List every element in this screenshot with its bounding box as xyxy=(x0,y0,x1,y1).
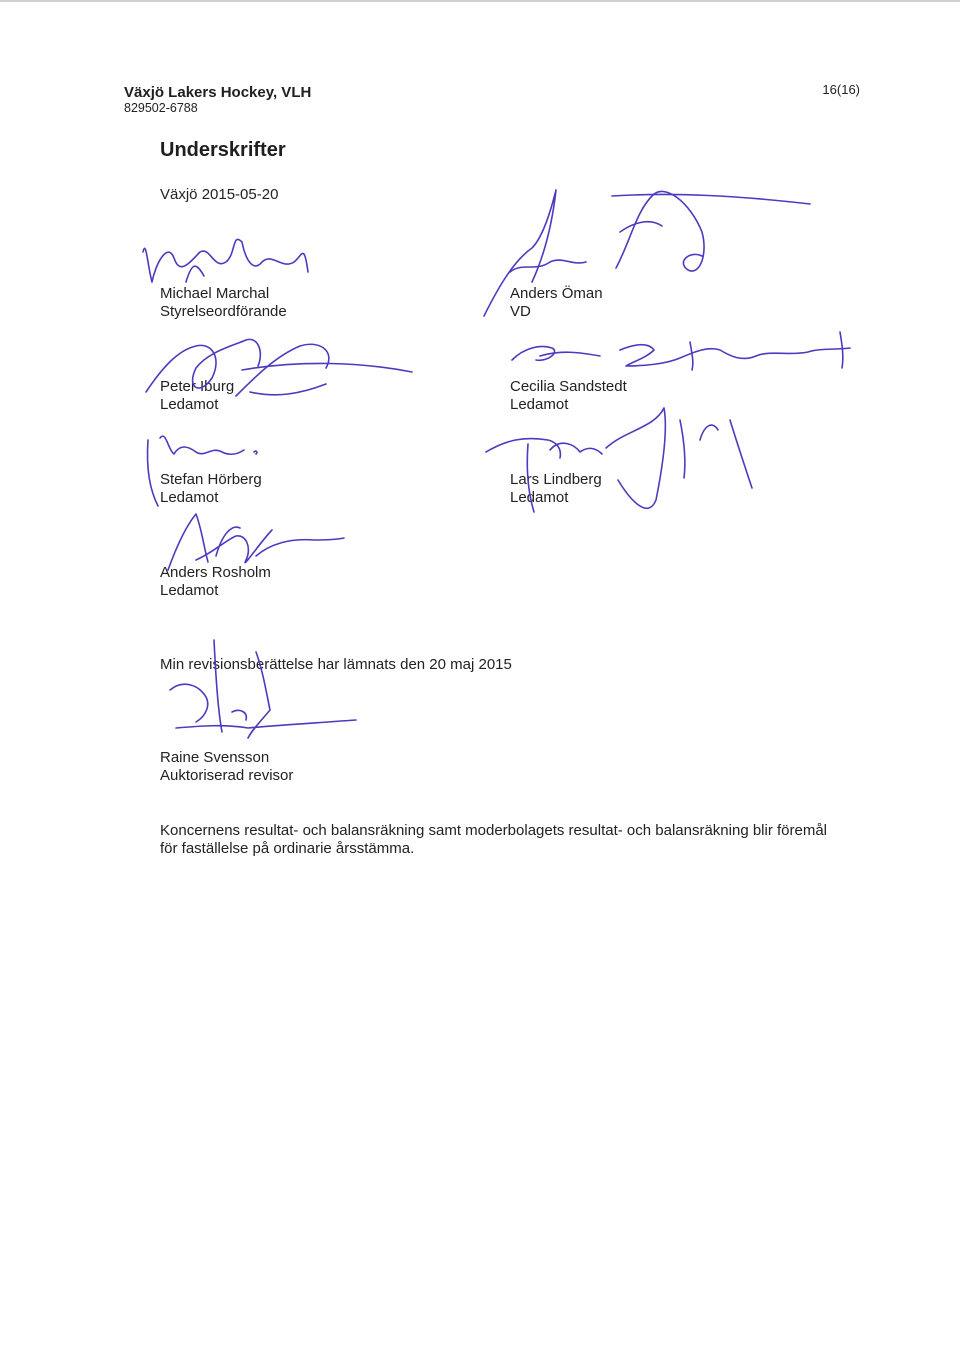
signer-role: Ledamot xyxy=(510,489,569,506)
audit-statement: Min revisionsberättelse har lämnats den 20 maj 2015 xyxy=(160,656,512,673)
closing-line: för faställelse på ordinarie årsstämma. xyxy=(160,840,415,857)
page-number: 16(16) xyxy=(822,82,860,97)
signer-name: Cecilia Sandstedt xyxy=(510,378,627,395)
signature-rosholm xyxy=(168,514,344,570)
signature-sandstedt xyxy=(512,332,850,370)
signer-role: Ledamot xyxy=(510,396,569,413)
organization-name: Växjö Lakers Hockey, VLH xyxy=(124,84,312,101)
place-date: Växjö 2015-05-20 xyxy=(160,186,279,203)
signer-name: Michael Marchal xyxy=(160,285,270,302)
signer-name: Peter Iburg xyxy=(160,378,235,395)
signer-role: Ledamot xyxy=(160,489,219,506)
signer-block xyxy=(510,471,602,507)
signer-block xyxy=(160,471,262,507)
signer-name: Anders Rosholm xyxy=(160,564,271,581)
signature-svensson xyxy=(170,640,356,738)
signer-block xyxy=(160,564,271,600)
organization-number: 829502-6788 xyxy=(124,101,198,115)
auditor-block xyxy=(160,749,293,785)
signer-role: Styrelseordförande xyxy=(160,303,287,320)
scan-edge-line xyxy=(0,0,960,2)
signer-role: Ledamot xyxy=(160,396,219,413)
signer-name: Stefan Hörberg xyxy=(160,471,262,488)
signer-role: VD xyxy=(510,303,531,320)
auditor-name: Raine Svensson xyxy=(160,749,270,766)
signer-role: Ledamot xyxy=(160,582,219,599)
signer-block xyxy=(160,378,234,414)
signature-marchal xyxy=(143,239,308,282)
signer-name: Anders Öman xyxy=(510,285,603,302)
page-title: Underskrifter xyxy=(160,139,286,161)
auditor-role: Auktoriserad revisor xyxy=(160,767,294,784)
signer-block xyxy=(160,285,287,321)
signer-name: Lars Lindberg xyxy=(510,471,602,488)
closing-line: Koncernens resultat- och balansräkning samt moderbolagets resultat- och balansräkning blir föremål xyxy=(160,822,828,839)
signer-block xyxy=(510,285,603,321)
signer-block xyxy=(510,378,627,414)
closing-text xyxy=(160,822,880,858)
